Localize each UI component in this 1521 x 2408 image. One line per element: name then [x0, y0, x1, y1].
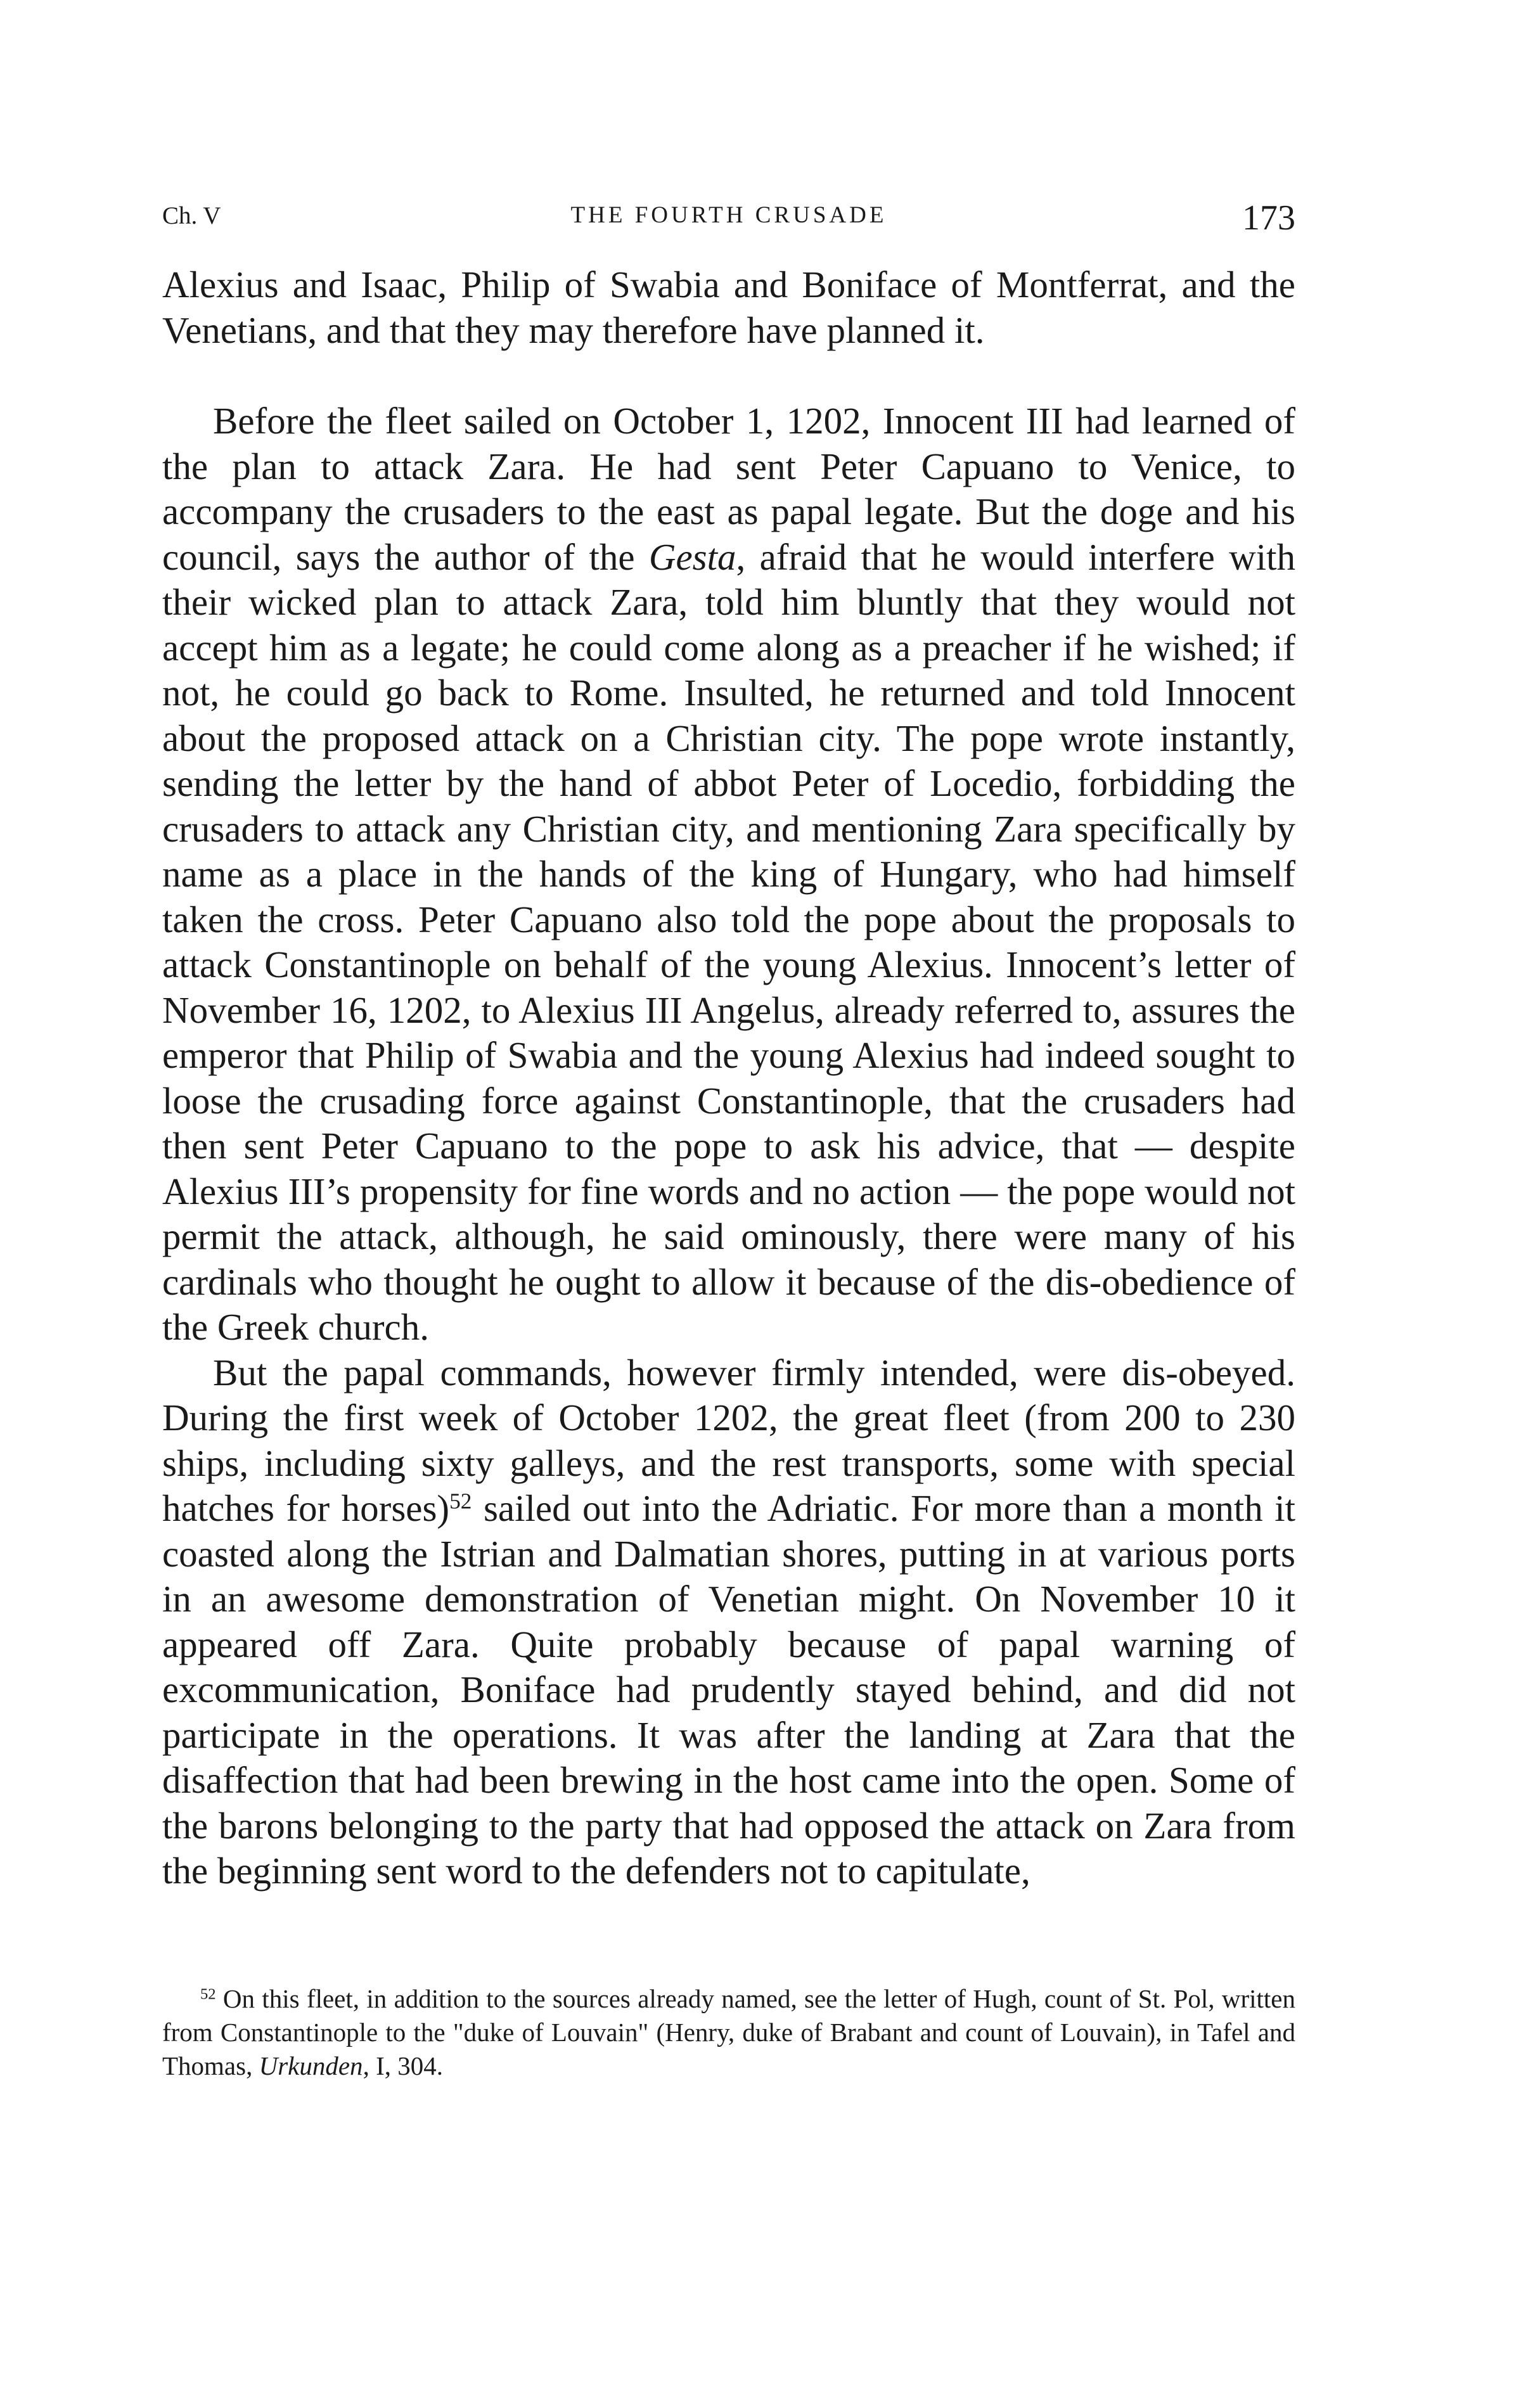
body-text: [162, 262, 1295, 1894]
footnotes: [162, 1982, 1295, 2083]
paragraph-2-text-a: Before the fleet sailed on October 1, 1202, Innocent III had learned of the plan to attack Zara. He had sent Peter Capuano to Venice, to accompany the crusaders to the east as papal legate. But the doge and his council, says the author of the: [162, 400, 1295, 578]
paragraph-3-text-a: But the papal commands, however firmly intended, were dis-obeyed. During the first week of October 1202, the great fleet (from 200 to 230 ships, including sixty galleys, and the rest transports, some with special hatches for horses): [162, 1351, 1295, 1529]
running-title: THE FOURTH CRUSADE: [570, 202, 887, 228]
chapter-label: Ch. V: [162, 202, 221, 229]
urkunden-title: Urkunden: [259, 2051, 363, 2080]
footnote-52: [162, 1982, 1295, 2083]
gesta-title: Gesta: [648, 535, 736, 578]
running-head: [162, 198, 1295, 242]
paragraph-3-text-b: sailed out into the Adriatic. For more than a month it coasted along the Istrian and Dalmatian shores, putting in at various ports in an awesome demonstration of Venetian might. On November 10 it appeared off Zara. Quite probably because of papal warning of excommunication, Boniface had prudently stayed behind, and did not participate in the operations. It was after the landing at Zara that the disaffection that had been brewing in the host came into the open. Some of the barons belonging to the party that had opposed the attack on Zara from the beginning sent word to the defenders not to capitulate,: [162, 1487, 1295, 1892]
page-number: 173: [1242, 198, 1295, 238]
footnote-reference: 52: [449, 1488, 472, 1514]
footnote-text-b: , I, 304.: [363, 2051, 443, 2080]
paragraph-1-text: Alexius and Isaac, Philip of Swabia and Boniface of Montferrat, and the Venetians, and that they may therefore have planned it.: [162, 264, 1295, 351]
paragraph-3: [162, 1350, 1295, 1894]
paragraph-2-text-b: , afraid that he would interfere with their wicked plan to attack Zara, told him bluntly that they would not accept him as a legate; he could come along as a preacher if he wished; if not, he could go back to Rome. Insulted, he returned and told Innocent about the proposed attack on a Christian city. The pope wrote instantly, sending the letter by the hand of abbot Peter of Locedio, forbidding the crusaders to attack any Christian city, and mentioning Zara specifically by name as a place in the hands of the king of Hungary, who had himself taken the cross. Peter Capuano also told the pope about the proposals to attack Constantinople on behalf of the young Alexius. Innocent’s letter of November 16, 1202, to Alexius III Angelus, already referred to, assures the emperor that Philip of Swabia and the young Alexius had indeed sought to loose the crusading force against Constantinople, that the crusaders had then sent Peter Capuano to the pope to ask his advice, that — despite Alexius III’s propensity for fine words and no action — the pope would not permit the attack, although, he said ominously, there were many of his cardinals who thought he ought to allow it because of the dis-obedience of the Greek church.: [162, 535, 1295, 1348]
footnote-text-a: On this fleet, in addition to the sources already named, see the letter of Hugh, count of St. Pol, written from Constantinople to the "duke of Louvain" (Henry, duke of Brabant and count of Louvain), in Tafel and Thomas,: [162, 1984, 1295, 2080]
footnote-number: 52: [200, 1985, 216, 2003]
paragraph-1: [162, 262, 1295, 353]
paragraph-2: [162, 399, 1295, 1350]
